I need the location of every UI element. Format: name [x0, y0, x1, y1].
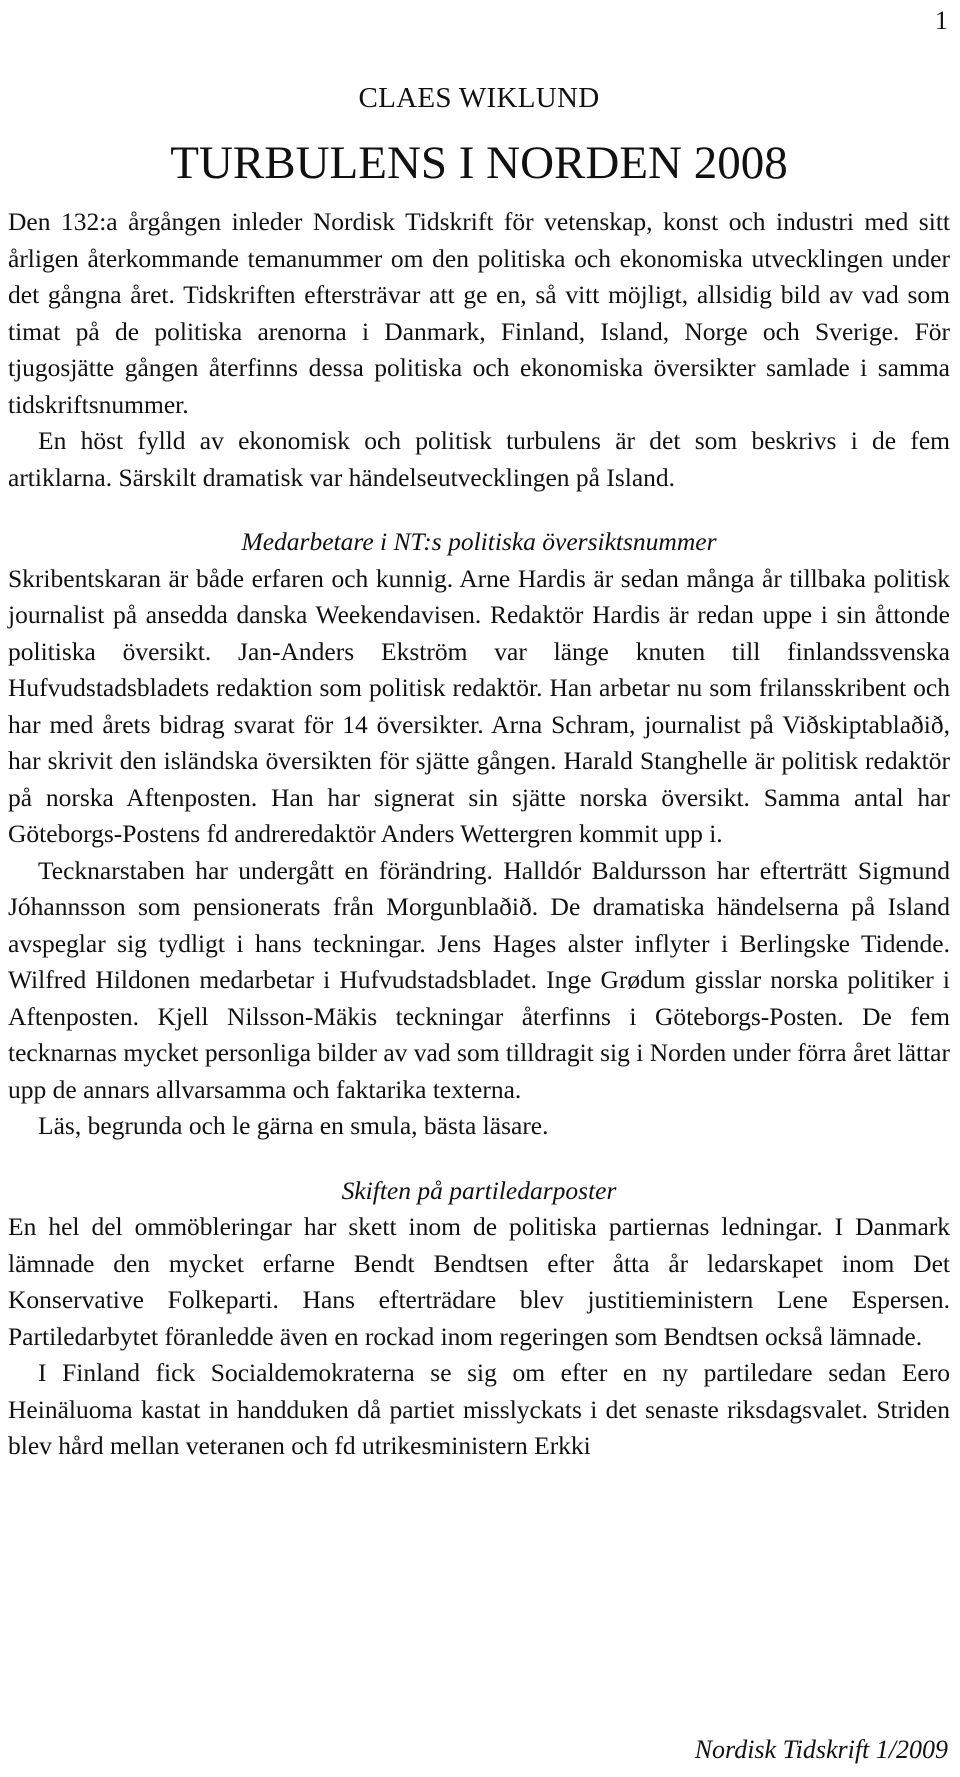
- intro-paragraph-2: En höst fylld av ekonomisk och politisk turbulens är det som beskrivs i de fem artiklarna. Särskilt dramatisk var händelseutvecklingen på Island.: [8, 426, 950, 492]
- section-heading-contributors: Medarbetare i NT:s politiska översiktsnummer: [241, 527, 717, 556]
- article-body: [8, 74, 950, 1465]
- author-name: CLAES WIKLUND: [358, 82, 600, 114]
- section-heading-party-leaders: Skiften på partiledarposter: [341, 1175, 617, 1205]
- contributors-paragraph-3: Läs, begrunda och le gärna en smula, bästa läsare.: [38, 1111, 549, 1140]
- party-leaders-paragraph-2: I Finland fick Socialdemokraterna se sig om efter en ny partiledare sedan Eero Heinäluoma kastat in handduken då partiet misslyckats i det senaste riksdagsvalet. Striden blev hård mellan veteranen och fd utrikesministern Erkki: [8, 1358, 950, 1460]
- contributors-paragraph-2: Tecknarstaben har undergått en förändring. Halldór Baldursson har efterträtt Sigmund Jóhannsson som pensionerats från Morgunblaðið. De dramatiska händelserna på Island avspeglar sig tydligt i hans teckningar. Jens Hages alster inflyter i Berlingske Tidende. Wilfred Hildonen medarbetar i Hufvudstadsbladet. Inge Grødum gisslar norska politiker i Aftenposten. Kjell Nilsson-Mäkis teckningar återfinns i Göteborgs-Posten. De fem tecknarnas mycket personliga bilder av vad som tilldragit sig i Norden under förra året lättar upp de annars allvarsamma och faktarika texterna.: [8, 855, 950, 1104]
- article-title: TURBULENS I NORDEN 2008: [170, 137, 788, 189]
- party-leaders-paragraph-1: En hel del ommöbleringar har skett inom de politiska partiernas ledningar. I Danmark lämnade den mycket erfarne Bendt Bendtsen efter åtta år ledarskapet inom Det Konservative Folkeparti. Hans efterträdare blev justitieministern Lene Espersen. Partiledarbytet föranledde även en rockad inom regeringen som Bendtsen också lämnade.: [8, 1212, 950, 1351]
- journal-footer: Nordisk Tidskrift 1/2009: [694, 1735, 948, 1764]
- contributors-paragraph-1: Skribentskaran är både erfaren och kunnig. Arne Hardis är sedan många år tillbaka politisk journalist på ansedda danska Weekendavisen. Redaktör Hardis är redan uppe i sin åttonde politiska översikt. Jan-Anders Ekström var länge knuten till finlandssvenska Hufvudstadsbladets redaktion som politisk redaktör. Han arbetar nu som frilansskribent och har med årets bidrag svarat för 14 översikter. Arna Schram, journalist på Viðskiptablaðið, har skrivit den isländska översikten för sjätte gången. Harald Stanghelle är politisk redaktör på norska Aftenposten. Han har signerat sin sjätte norska översikt. Samma antal har Göteborgs-Postens fd andreredaktör Anders Wettergren kommit upp i.: [8, 563, 950, 848]
- page-number: 1: [935, 6, 948, 35]
- intro-paragraph-1: Den 132:a årgången inleder Nordisk Tidskrift för vetenskap, konst och industri med sitt årligen återkommande temanummer om den politiska och ekonomiska utvecklingen under det gångna året. Tidskriften eftersträvar att ge en, så vitt möjligt, allsidig bild av vad som timat på de politiska arenorna i Danmark, Finland, Island, Norge och Sverige. För tjugosjätte gången återfinns dessa politiska och ekonomiska översikter samlade i samma tidskriftsnummer.: [8, 207, 950, 419]
